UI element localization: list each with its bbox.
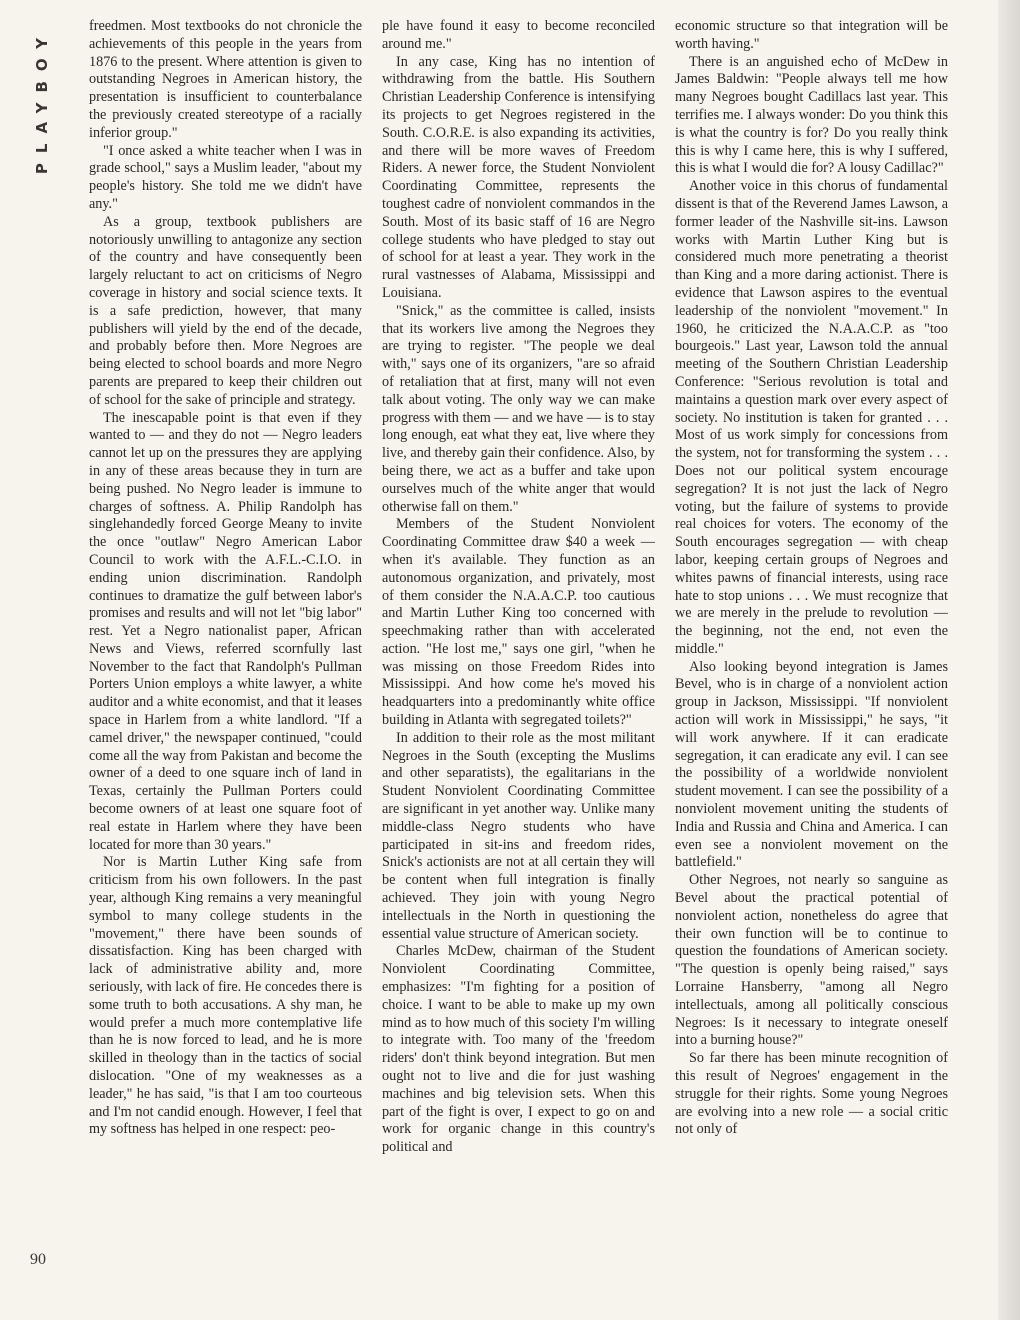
page-edge (998, 0, 1020, 1320)
paragraph: There is an anguished echo of McDew in James Baldwin: "People always tell me how many Negroes bought Cadillacs last year. This terrifies me. I always wonder: Do you think this is what the country is for? Do you really think this is why I came here, this is why I suffered, this is what I would die for? A lousy Cadillac?" (675, 53, 948, 177)
paragraph: economic structure so that integration will be worth having." (675, 18, 948, 52)
paragraph: So far there has been minute recognition of this result of Negroes' engagement in the struggle for their rights. Some young Negroes are evolving into a new role — a social critic not only of (675, 1050, 948, 1138)
column-1 (89, 18, 362, 1298)
paragraph: Members of the Student Nonviolent Coordinating Committee draw $40 a week — when it's available. They function as an autonomous organization, and privately, most of them consider the N.A.A.C.P. too cautious and Martin Luther King too concerned with speechmaking rather than with accelerated action. "He lost me," says one girl, "when he was missing on those Freedom Rides into Mississippi. And how come he's moved his headquarters into a predominantly white office building in Atlanta with segregated toilets?" (382, 516, 655, 729)
paragraph: In any case, King has no intention of withdrawing from the battle. His Southern Christian Leadership Conference is intensifying its projects to get Negroes registered in the South. C.O.R.E. is also expanding its activities, and there will be more waves of Freedom Riders. A newer force, the Student Nonviolent Coordinating Committee, represents the toughest cadre of nonviolent commandos in the South. Most of its basic staff of 16 are Negro college students who have pledged to stay out of school for at least a year. They work in the rural vastnesses of Alabama, Mississippi and Louisiana. (382, 53, 655, 301)
paragraph: "Snick," as the committee is called, insists that its workers live among the Negroes they are trying to register. "The people we deal with," says one of its organizers, "are so afraid of retaliation that at first, many will not even talk about voting. The only way we can make progress with them — and we have — is to stay long enough, eat what they eat, live where they live, and thereby gain their confidence. Also, by being there, we act as a buffer and take upon ourselves much of the white anger that would otherwise fall on them." (382, 302, 655, 515)
column-3 (675, 18, 948, 1298)
paragraph: Charles McDew, chairman of the Student Nonviolent Coordinating Committee, emphasizes: "I'm fighting for a position of choice. I want to be able to make up my own mind as to how much of this society I'm willing to integrate with. Too many of the 'freedom riders' don't think beyond integration. But men ought not to live and die for just washing machines and big television sets. When this part of the fight is over, I expect to go on and work for organic change in this country's political and (382, 943, 655, 1156)
paragraph: The inescapable point is that even if they wanted to — and they do not — Negro leaders cannot let up on the pressures they are applying in any of these areas because they in turn are being pushed. No Negro leader is immune to charges of softness. A. Philip Randolph has singlehandedly forced George Meany to invite the once "outlaw" Negro American Labor Council to work with the A.F.L.-C.I.O. in ending union discrimination. Randolph continues to dramatize the gulf between labor's promises and results and will not let "big labor" rest. Yet a Negro nationalist paper, African News and Views, referred scornfully last November to the fact that Randolph's Pullman Porters Union employs a white lawyer, a white auditor and a white economist, and that it leases space in Harlem from a white landlord. "If a camel driver," the newspaper continued, "could come all the way from Pakistan and become the owner of a deed to one square inch of land in Texas, certainly the Pullman Porters could become owners of at least one square foot of real estate in Harlem where they have been located for more than 30 years." (89, 409, 362, 853)
paragraph: ple have found it easy to become reconciled around me." (382, 18, 655, 52)
masthead (30, 28, 54, 174)
paragraph: Another voice in this chorus of fundamental dissent is that of the Reverend James Lawson, a former leader of the Nashville sit-ins. Lawson works with Martin Luther King but is considered much more penetrating a theorist than King and a more daring actionist. There is evidence that Lawson aspires to the eventual leadership of the nonviolent "movement." In 1960, he criticized the N.A.A.C.P. as "too bourgeois." Last year, Lawson told the annual meeting of the Southern Christian Leadership Conference: "Serious revolution is total and maintains a question mark over every aspect of society. No institution is taken for granted . . . Most of us work simply for concessions from the system, not for transforming the system . . . Does not our political system encourage segregation? It is not just the lack of Negro voting, but the failure of systems to provide real choices for voters. The economy of the South encourages segregation — with cheap labor, keeping certain groups of Negroes and whites pawns of financial interests, using race hate to stop unions . . . We must recognize that we are merely in the prelude to revolution — the beginning, not the end, not even the middle." (675, 178, 948, 657)
column-2 (382, 18, 655, 1298)
paragraph: In addition to their role as the most militant Negroes in the South (excepting the Muslims and other separatists), the egalitarians in the Student Nonviolent Coordinating Committee are significant in yet another way. Unlike many middle-class Negro students who have participated in sit-ins and freedom rides, Snick's actionists are not at all certain they will be content when full integration is finally achieved. They join with young Negro intellectuals in the North in questioning the essential value structure of American society. (382, 729, 655, 942)
paragraph: "I once asked a white teacher when I was in grade school," says a Muslim leader, "about my people's history. She told me we didn't have any." (89, 142, 362, 212)
masthead-text: PLAYBOY (33, 28, 51, 175)
paragraph: As a group, textbook publishers are notoriously unwilling to antagonize any section of the country and have consequently been largely reluctant to act on criticisms of Negro coverage in history and social science texts. It is a safe prediction, however, that many publishers will yield by the end of the decade, and probably before then. More Negroes are being elected to school boards and more Negro parents are prepared to keep their children out of school for the sake of principle and strategy. (89, 213, 362, 408)
page-number: 90 (30, 1251, 46, 1268)
article-body (89, 18, 949, 1298)
paragraph: Nor is Martin Luther King safe from criticism from his own followers. In the past year, although King remains a very meaningful symbol to many college students in the "movement," there have been sounds of dissatisfaction. King has been charged with lack of administrative ability and, more seriously, with lack of fire. He concedes there is some truth to both accusations. A shy man, he would prefer a much more contemplative life than he is now forced to lead, and he is more skilled in theology than in the tactics of social dislocation. "One of my weaknesses as a leader," he has said, "is that I am too courteous and I'm not candid enough. However, I feel that my softness has helped in one respect: peo- (89, 854, 362, 1138)
paragraph: freedmen. Most textbooks do not chronicle the achievements of this people in the years from 1876 to the present. Where attention is given to outstanding Negroes in American history, the presentation is insufficient to counterbalance the previously created stereotype of a racially inferior group." (89, 18, 362, 141)
paragraph: Other Negroes, not nearly so sanguine as Bevel about the practical potential of nonviolent action, nonetheless do agree that their own function will be to continue to question the foundations of American society. "The question is openly being raised," says Lorraine Hansberry, "among all Negro intellectuals, among all politically conscious Negroes: Is it necessary to integrate oneself into a burning house?" (675, 872, 948, 1049)
paragraph: Also looking beyond integration is James Bevel, who is in charge of a nonviolent action group in Jackson, Mississippi. "If nonviolent action will work in Mississippi," he says, "it will work anywhere. If it can eradicate segregation, it can eradicate any evil. I can see the possibility of a worldwide nonviolent student movement. I can see the possibility of a nonviolent movement uniting the students of India and Russia and China and America. I can even see a nonviolent movement on the battlefield." (675, 658, 948, 871)
